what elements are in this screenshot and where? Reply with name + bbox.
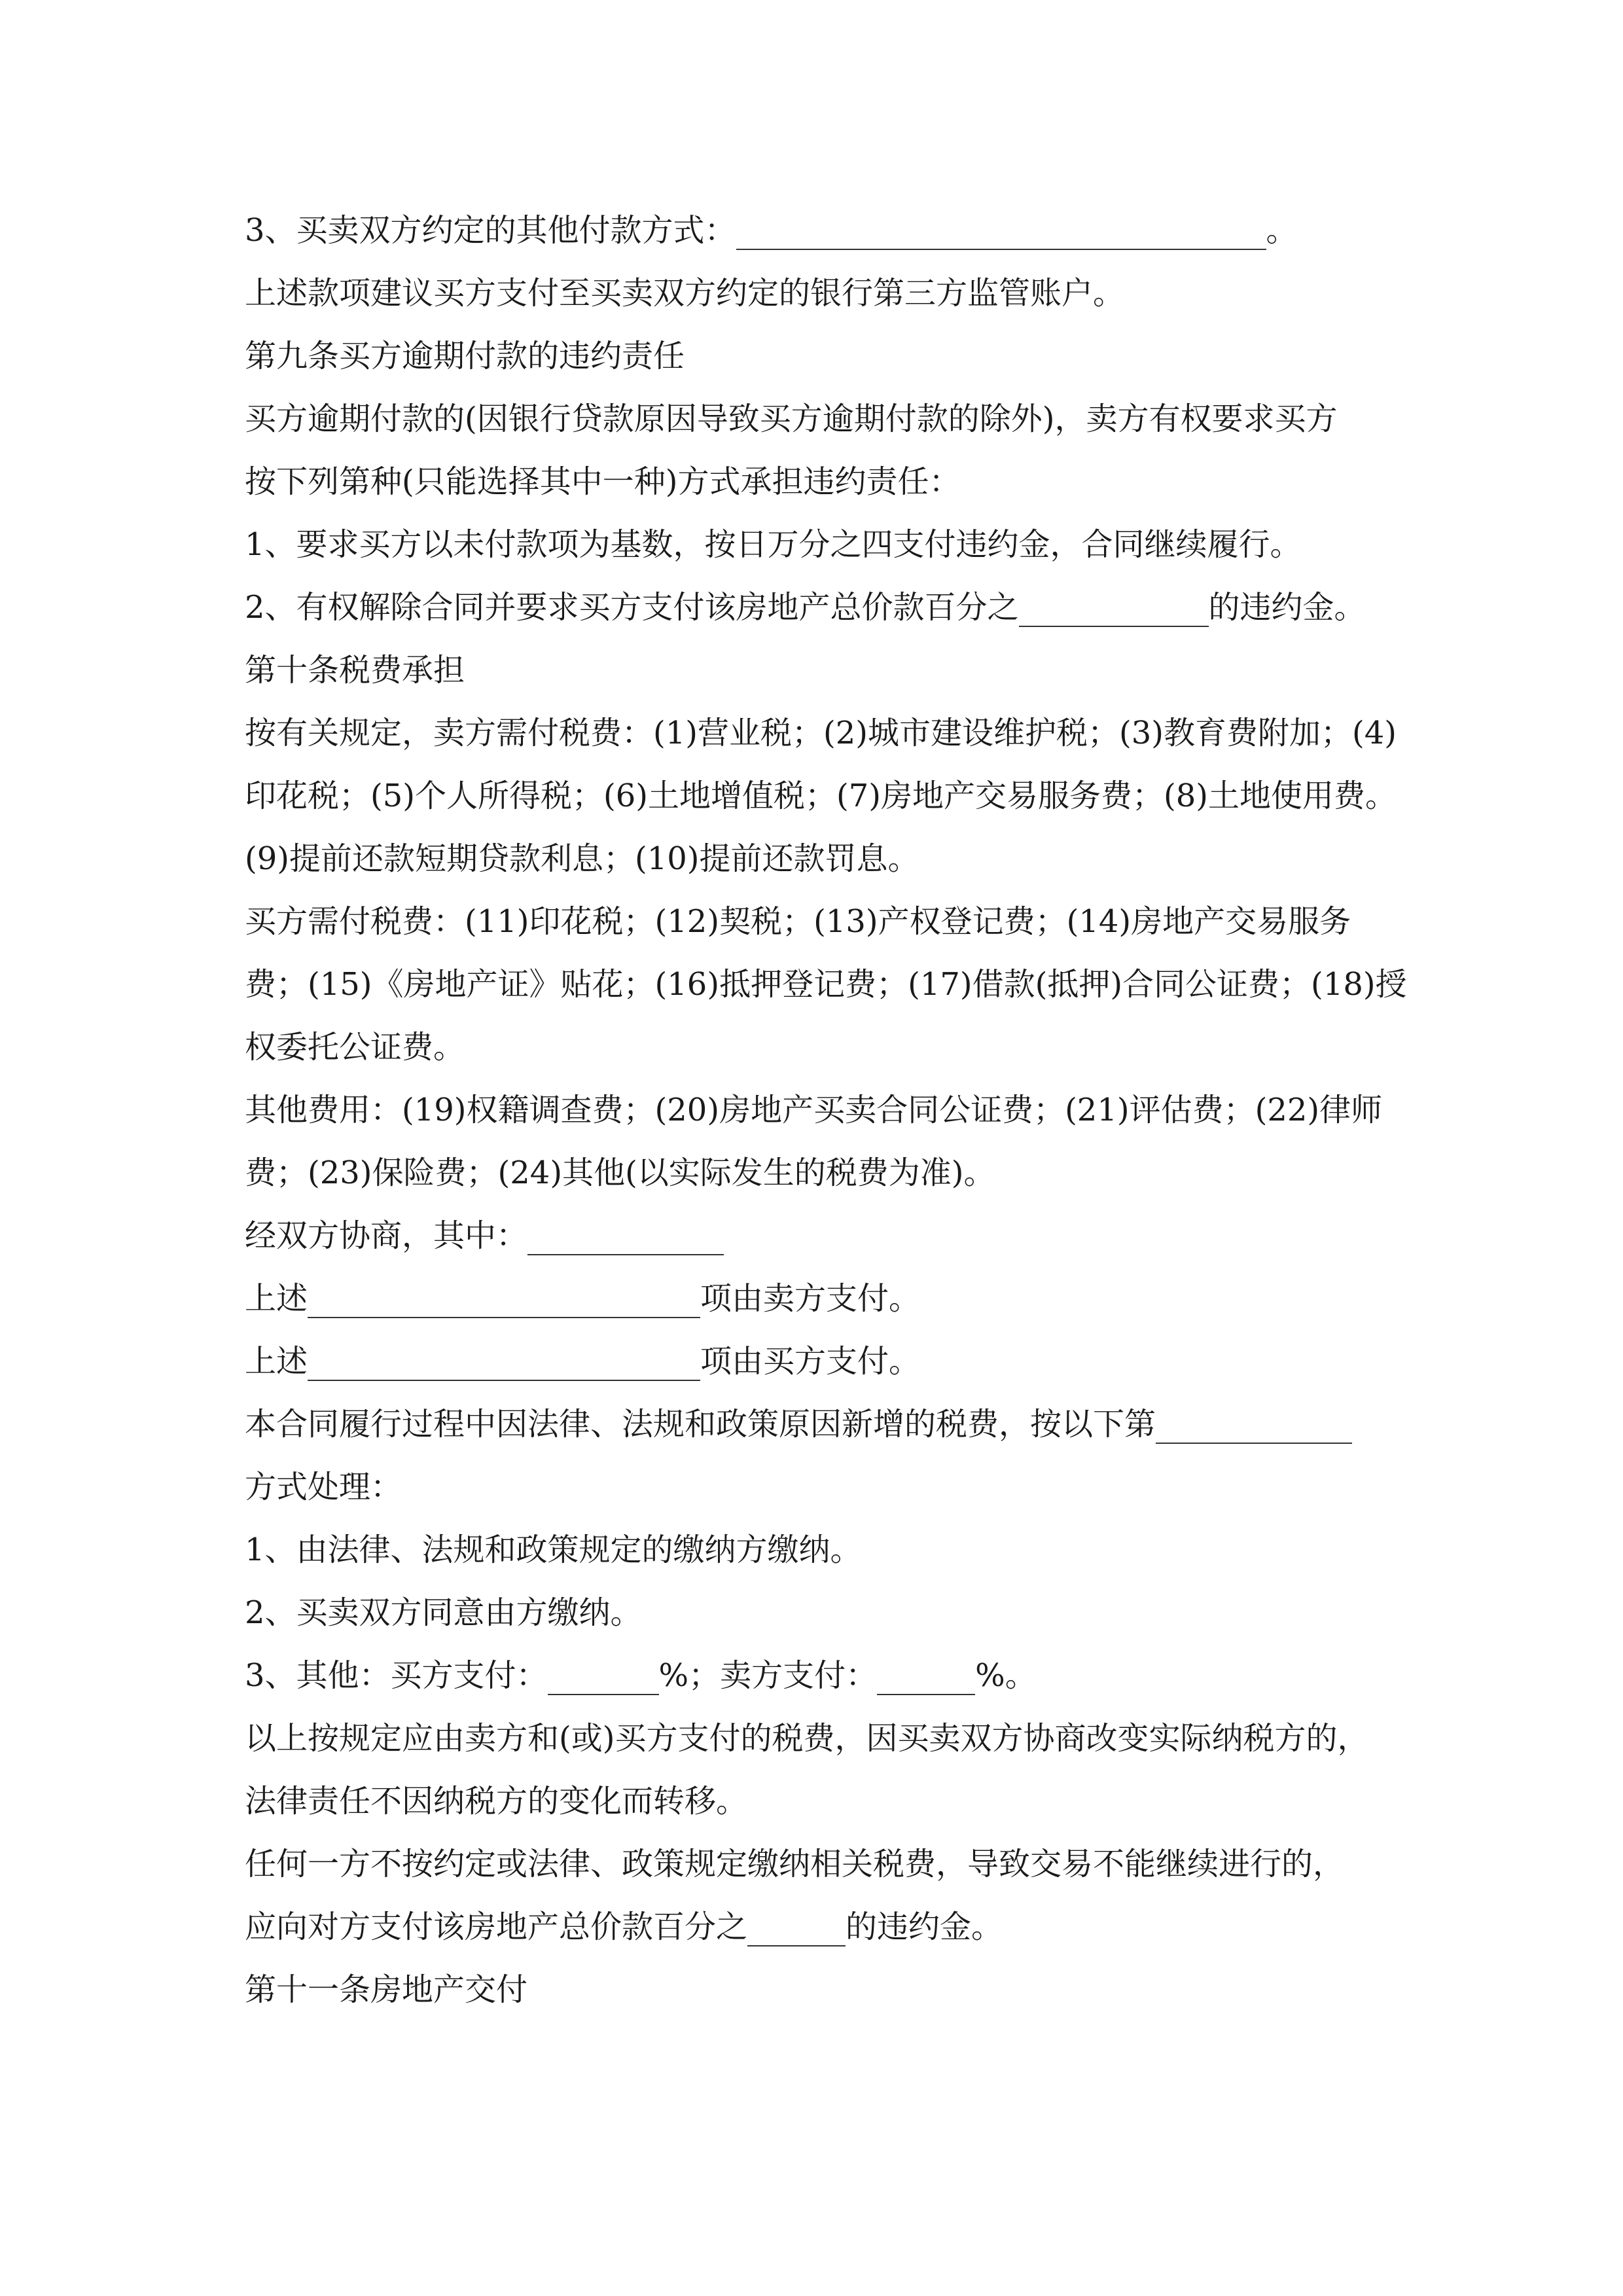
- text-line: 任何一方不按约定或法律、政策规定缴纳相关税费，导致交易不能继续进行的，: [245, 1846, 1345, 1882]
- text: %。: [975, 1657, 1037, 1694]
- text-line: 权委托公证费。: [245, 1029, 465, 1066]
- text-line: 费；(15)《房地产证》贴花；(16)抵押登记费；(17)借款(抵押)合同公证费；(18)授: [245, 966, 1407, 1003]
- text-line: 费；(23)保险费；(24)其他(以实际发生的税费为准)。: [245, 1155, 995, 1191]
- text: 的违约金。: [1208, 589, 1366, 626]
- text: 上述: [245, 1280, 308, 1317]
- text: 。: [1266, 212, 1298, 249]
- section-heading: 第十一条房地产交付: [245, 1971, 528, 2008]
- blank-line[interactable]: [548, 1661, 659, 1695]
- text-line: 按有关规定，卖方需付税费：(1)营业税；(2)城市建设维护税；(3)教育费附加；(4): [245, 715, 1397, 751]
- blank-line[interactable]: [1019, 593, 1209, 627]
- text: 的违约金。: [846, 1909, 1003, 1945]
- blank-line[interactable]: [877, 1661, 975, 1695]
- text-line: 上述款项建议买方支付至买卖双方约定的银行第三方监管账户。: [245, 275, 1125, 312]
- text-line: 1、要求买方以未付款项为基数，按日万分之四支付违约金，合同继续履行。: [245, 526, 1302, 563]
- text: 项由卖方支付。: [700, 1280, 921, 1317]
- text: 项由买方支付。: [700, 1343, 921, 1380]
- section-heading: 第十条税费承担: [245, 652, 465, 689]
- text-line: 买方逾期付款的(因银行贷款原因导致买方逾期付款的除外)，卖方有权要求买方: [245, 401, 1338, 437]
- blank-line[interactable]: [308, 1347, 700, 1381]
- text-line: 按下列第种(只能选择其中一种)方式承担违约责任：: [245, 463, 961, 500]
- text: 3、其他：买方支付：: [245, 1657, 548, 1694]
- blank-line[interactable]: [747, 1912, 846, 1946]
- blank-line[interactable]: [308, 1284, 700, 1318]
- text-line: [245, 1405, 1352, 1444]
- text: %；卖方支付：: [658, 1657, 878, 1694]
- text: 经双方协商，其中：: [245, 1217, 528, 1254]
- text-line: 买方需付税费：(11)印花税；(12)契税；(13)产权登记费；(14)房地产交易服务: [245, 903, 1351, 940]
- text-line: [245, 211, 1298, 250]
- text-line: [245, 1907, 1003, 1946]
- text-line: 印花税；(5)个人所得税；(6)土地增值税；(7)房地产交易服务费；(8)土地使用费。: [245, 778, 1397, 814]
- text-line: 法律责任不因纳税方的变化而转移。: [245, 1783, 748, 1820]
- text: 应向对方支付该房地产总价款百分之: [245, 1909, 748, 1945]
- blank-line[interactable]: [527, 1221, 724, 1255]
- text-line: [245, 1216, 724, 1255]
- text-line: 其他费用：(19)权籍调查费；(20)房地产买卖合同公证费；(21)评估费；(22)律师: [245, 1092, 1383, 1128]
- text: 3、买卖双方约定的其他付款方式：: [245, 212, 736, 249]
- text-line: 1、由法律、法规和政策规定的缴纳方缴纳。: [245, 1532, 862, 1568]
- section-heading: 第九条买方逾期付款的违约责任: [245, 338, 685, 374]
- text: 上述: [245, 1343, 308, 1380]
- text-line: 方式处理：: [245, 1469, 402, 1505]
- text-line: [245, 1656, 1037, 1695]
- text-line: [245, 588, 1366, 627]
- text: 2、有权解除合同并要求买方支付该房地产总价款百分之: [245, 589, 1019, 626]
- blank-line[interactable]: [736, 216, 1266, 250]
- text: 本合同履行过程中因法律、法规和政策原因新增的税费，按以下第: [245, 1406, 1156, 1443]
- text-line: [245, 1279, 920, 1318]
- text-line: 2、买卖双方同意由方缴纳。: [245, 1594, 642, 1631]
- blank-line[interactable]: [1156, 1410, 1352, 1444]
- text-line: 以上按规定应由卖方和(或)买方支付的税费，因买卖双方协商改变实际纳税方的，: [245, 1720, 1369, 1757]
- text-line: (9)提前还款短期贷款利息；(10)提前还款罚息。: [245, 840, 919, 877]
- text-line: [245, 1342, 920, 1381]
